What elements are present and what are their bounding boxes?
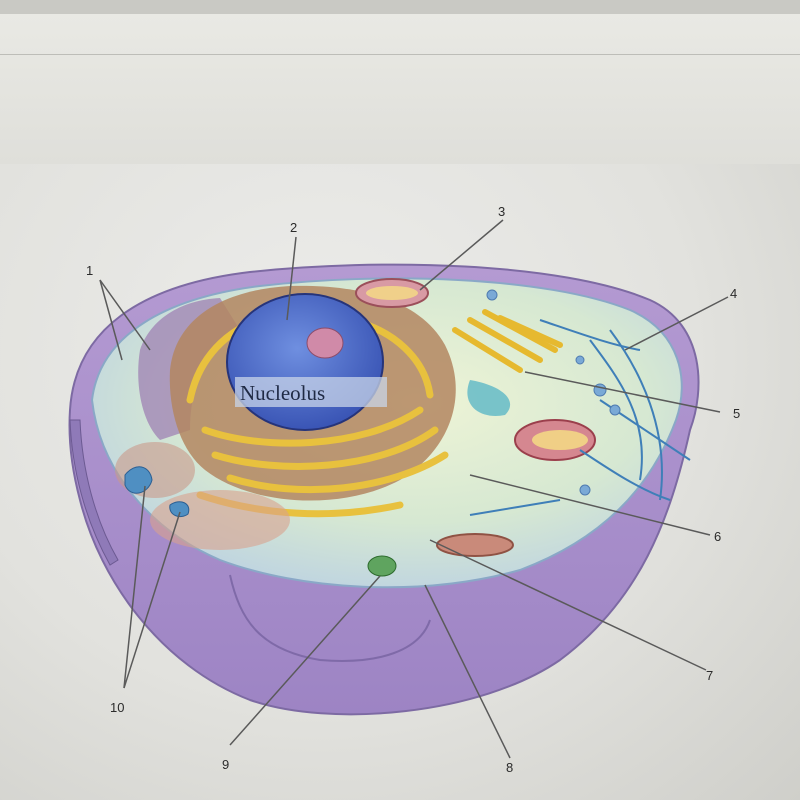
callout-9: 9 xyxy=(222,757,230,772)
callout-4: 4 xyxy=(730,286,738,301)
nucleolus-body xyxy=(307,328,343,358)
callout-5: 5 xyxy=(733,406,741,421)
cytoplasm-blob xyxy=(115,442,195,498)
nucleus xyxy=(227,294,383,430)
callout-2: 2 xyxy=(290,220,298,235)
mitochondrion-top-inner xyxy=(366,286,418,300)
callout-8: 8 xyxy=(506,760,514,775)
nucleolus-label: Nucleolus xyxy=(240,381,326,405)
mitochondrion-right-inner xyxy=(532,430,588,450)
callout-3: 3 xyxy=(498,204,506,219)
mitochondrion-lower xyxy=(437,534,513,556)
callout-10: 10 xyxy=(110,700,125,715)
callout-6: 6 xyxy=(714,529,722,544)
callout-7: 7 xyxy=(706,668,714,683)
callout-1: 1 xyxy=(86,263,94,278)
green-organelle xyxy=(368,556,396,576)
